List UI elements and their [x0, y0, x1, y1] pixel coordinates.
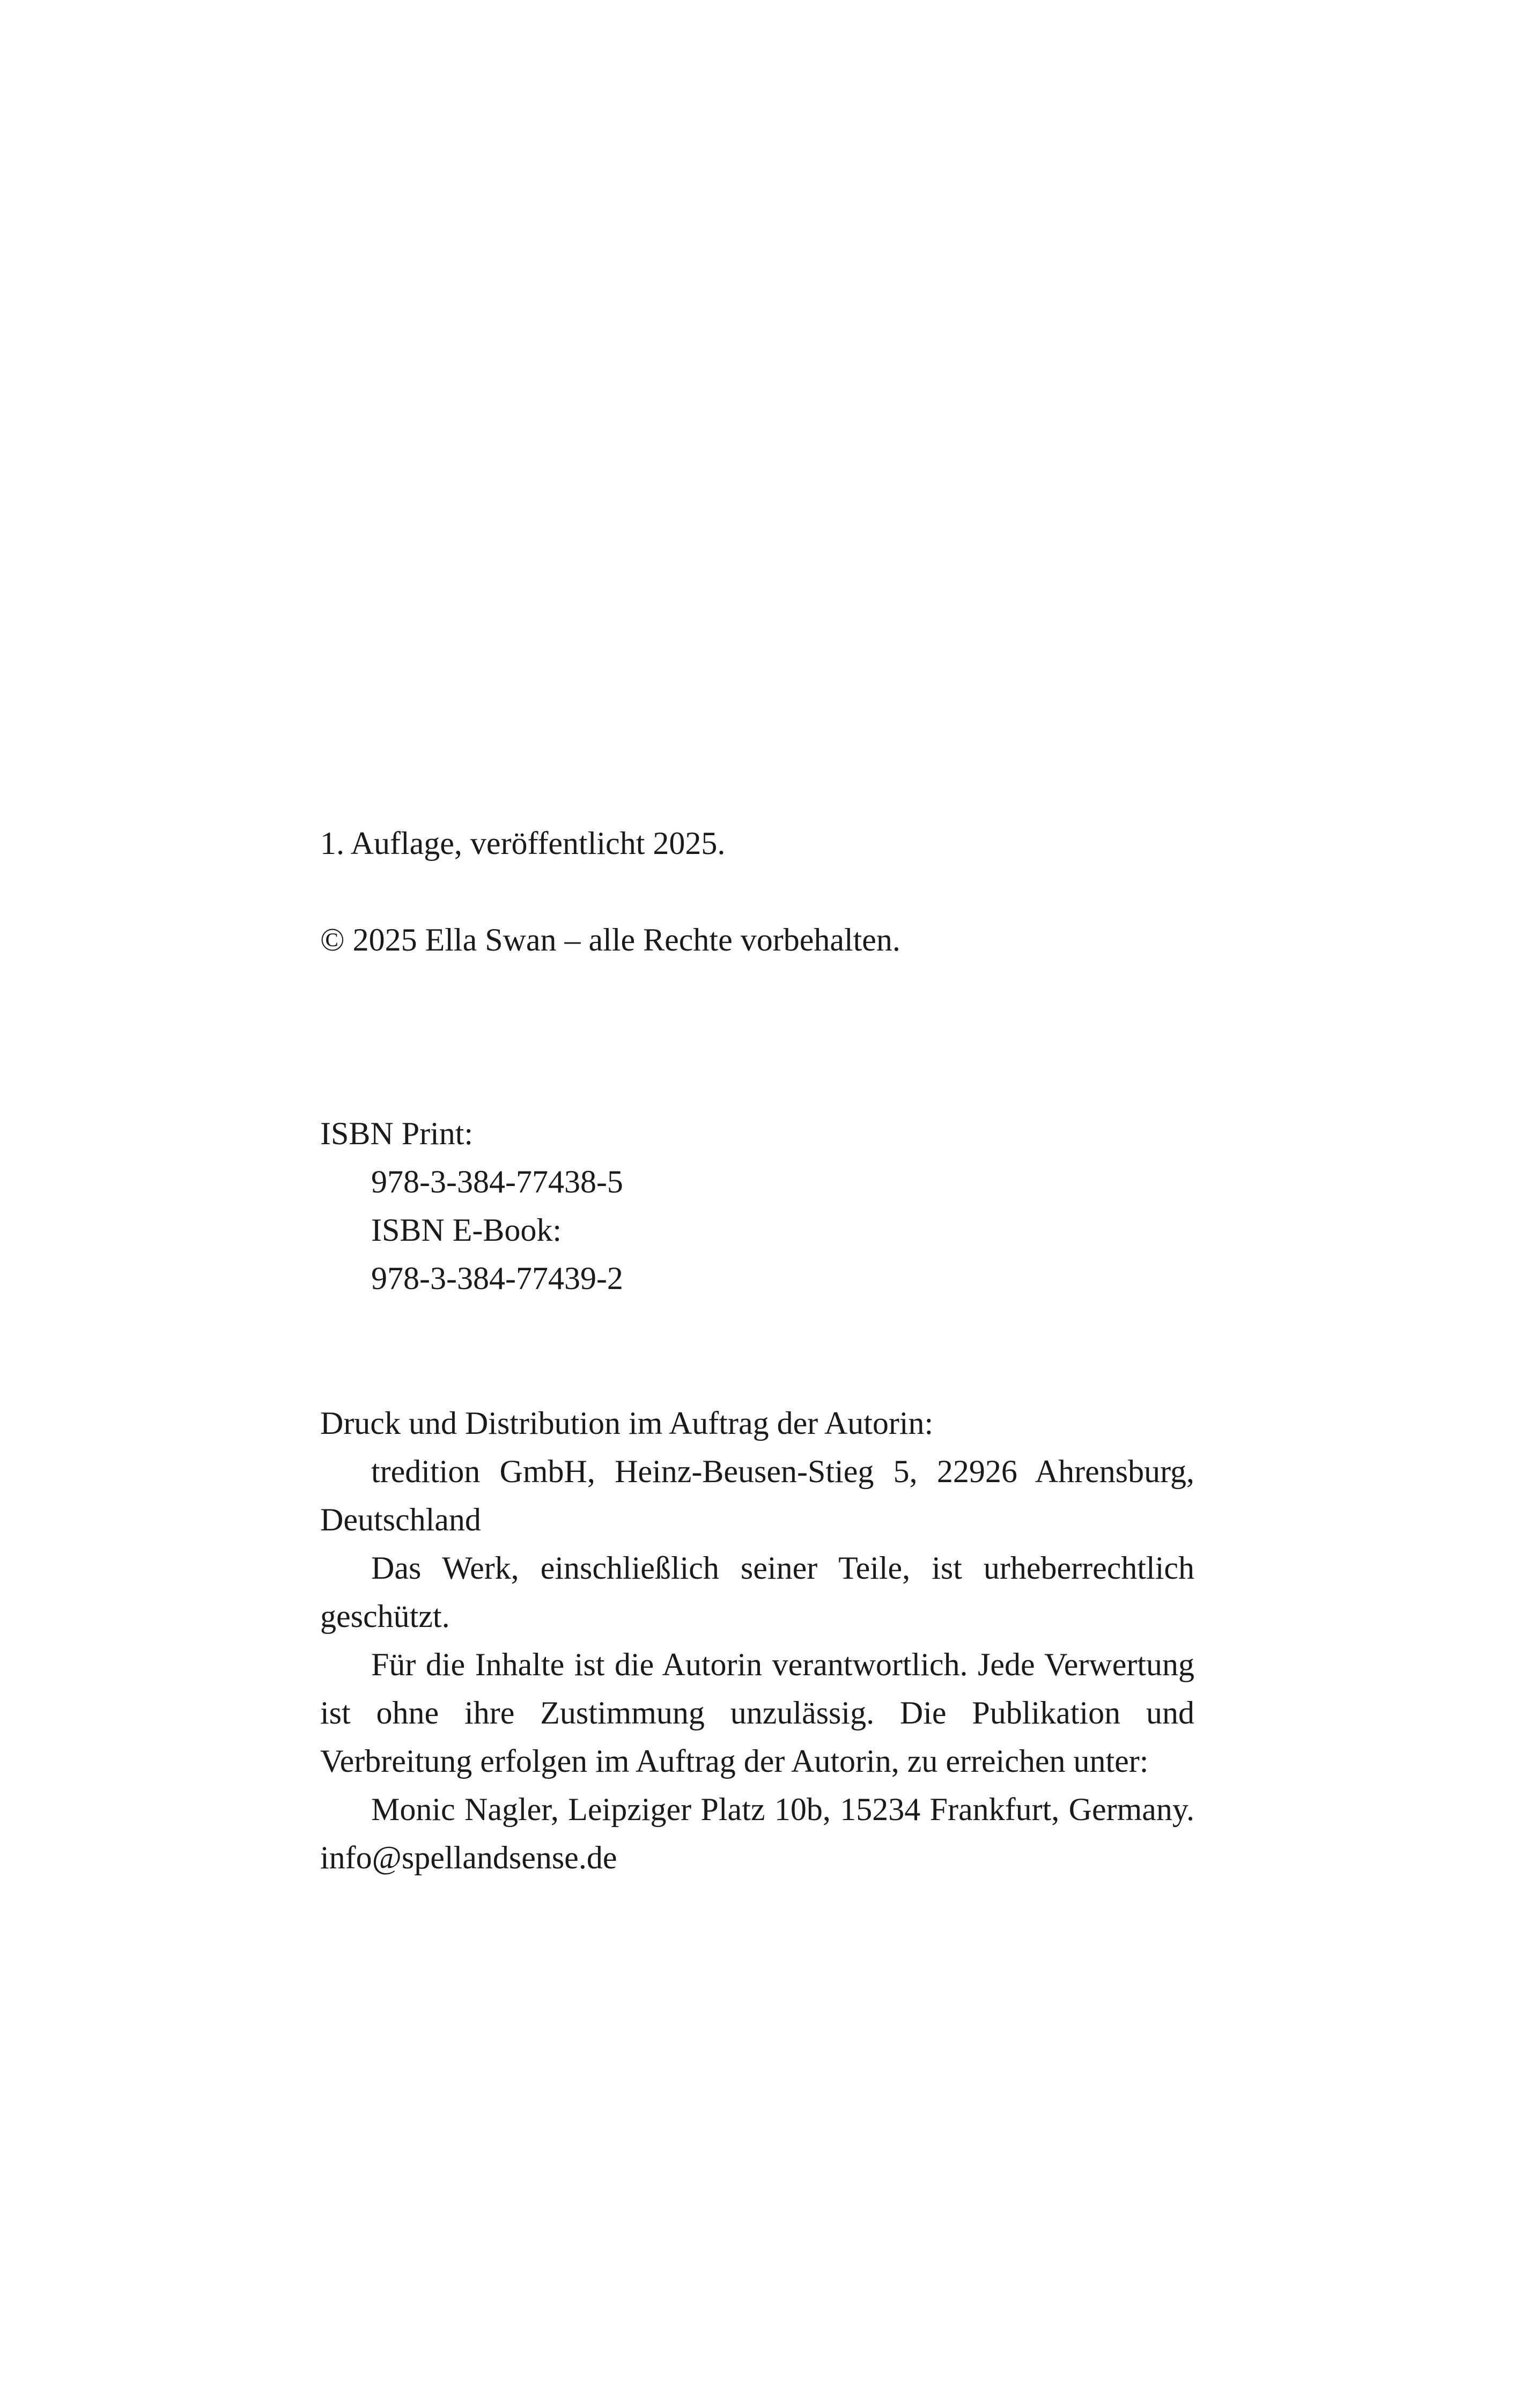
edition-line: 1. Auflage, veröffentlicht 2025.	[320, 826, 726, 861]
isbn-print-number: 978-3-384-77438-5	[371, 1164, 623, 1199]
responsibility-note	[320, 1640, 1194, 1785]
responsibility-note-text: Für die Inhalte ist die Autorin verantwortlich. Jede Verwertung ist ohne ihre Zustimmung unzulässig. Die Publikation und Verbreitung erfolgen im Auftrag der Autorin, zu erreichen unter:	[320, 1647, 1194, 1779]
publisher-heading: Druck und Distribution im Auftrag der Autorin:	[320, 1405, 934, 1441]
copyright-section	[320, 916, 1194, 964]
publisher-address	[320, 1447, 1194, 1544]
isbn-ebook-label: ISBN E-Book:	[371, 1212, 562, 1248]
isbn-print-label: ISBN Print:	[320, 1116, 474, 1151]
edition-section	[320, 819, 1194, 867]
contact-info-text: Monic Nagler, Leipziger Platz 10b, 15234 Frankfurt, Germany. info@spellandsense.de	[320, 1792, 1194, 1875]
contact-info	[320, 1785, 1194, 1882]
copyright-line: © 2025 Ella Swan – alle Rechte vorbehalten.	[320, 922, 900, 958]
publisher-section	[320, 1399, 1194, 1882]
isbn-ebook-number: 978-3-384-77439-2	[371, 1261, 623, 1296]
copyright-note-text: Das Werk, einschließlich seiner Teile, ist urheberrechtlich geschützt.	[320, 1550, 1194, 1634]
copyright-note	[320, 1544, 1194, 1640]
publisher-address-text: tredition GmbH, Heinz-Beusen-Stieg 5, 22926 Ahrensburg, Deutschland	[320, 1454, 1194, 1537]
isbn-section	[320, 1109, 1194, 1302]
